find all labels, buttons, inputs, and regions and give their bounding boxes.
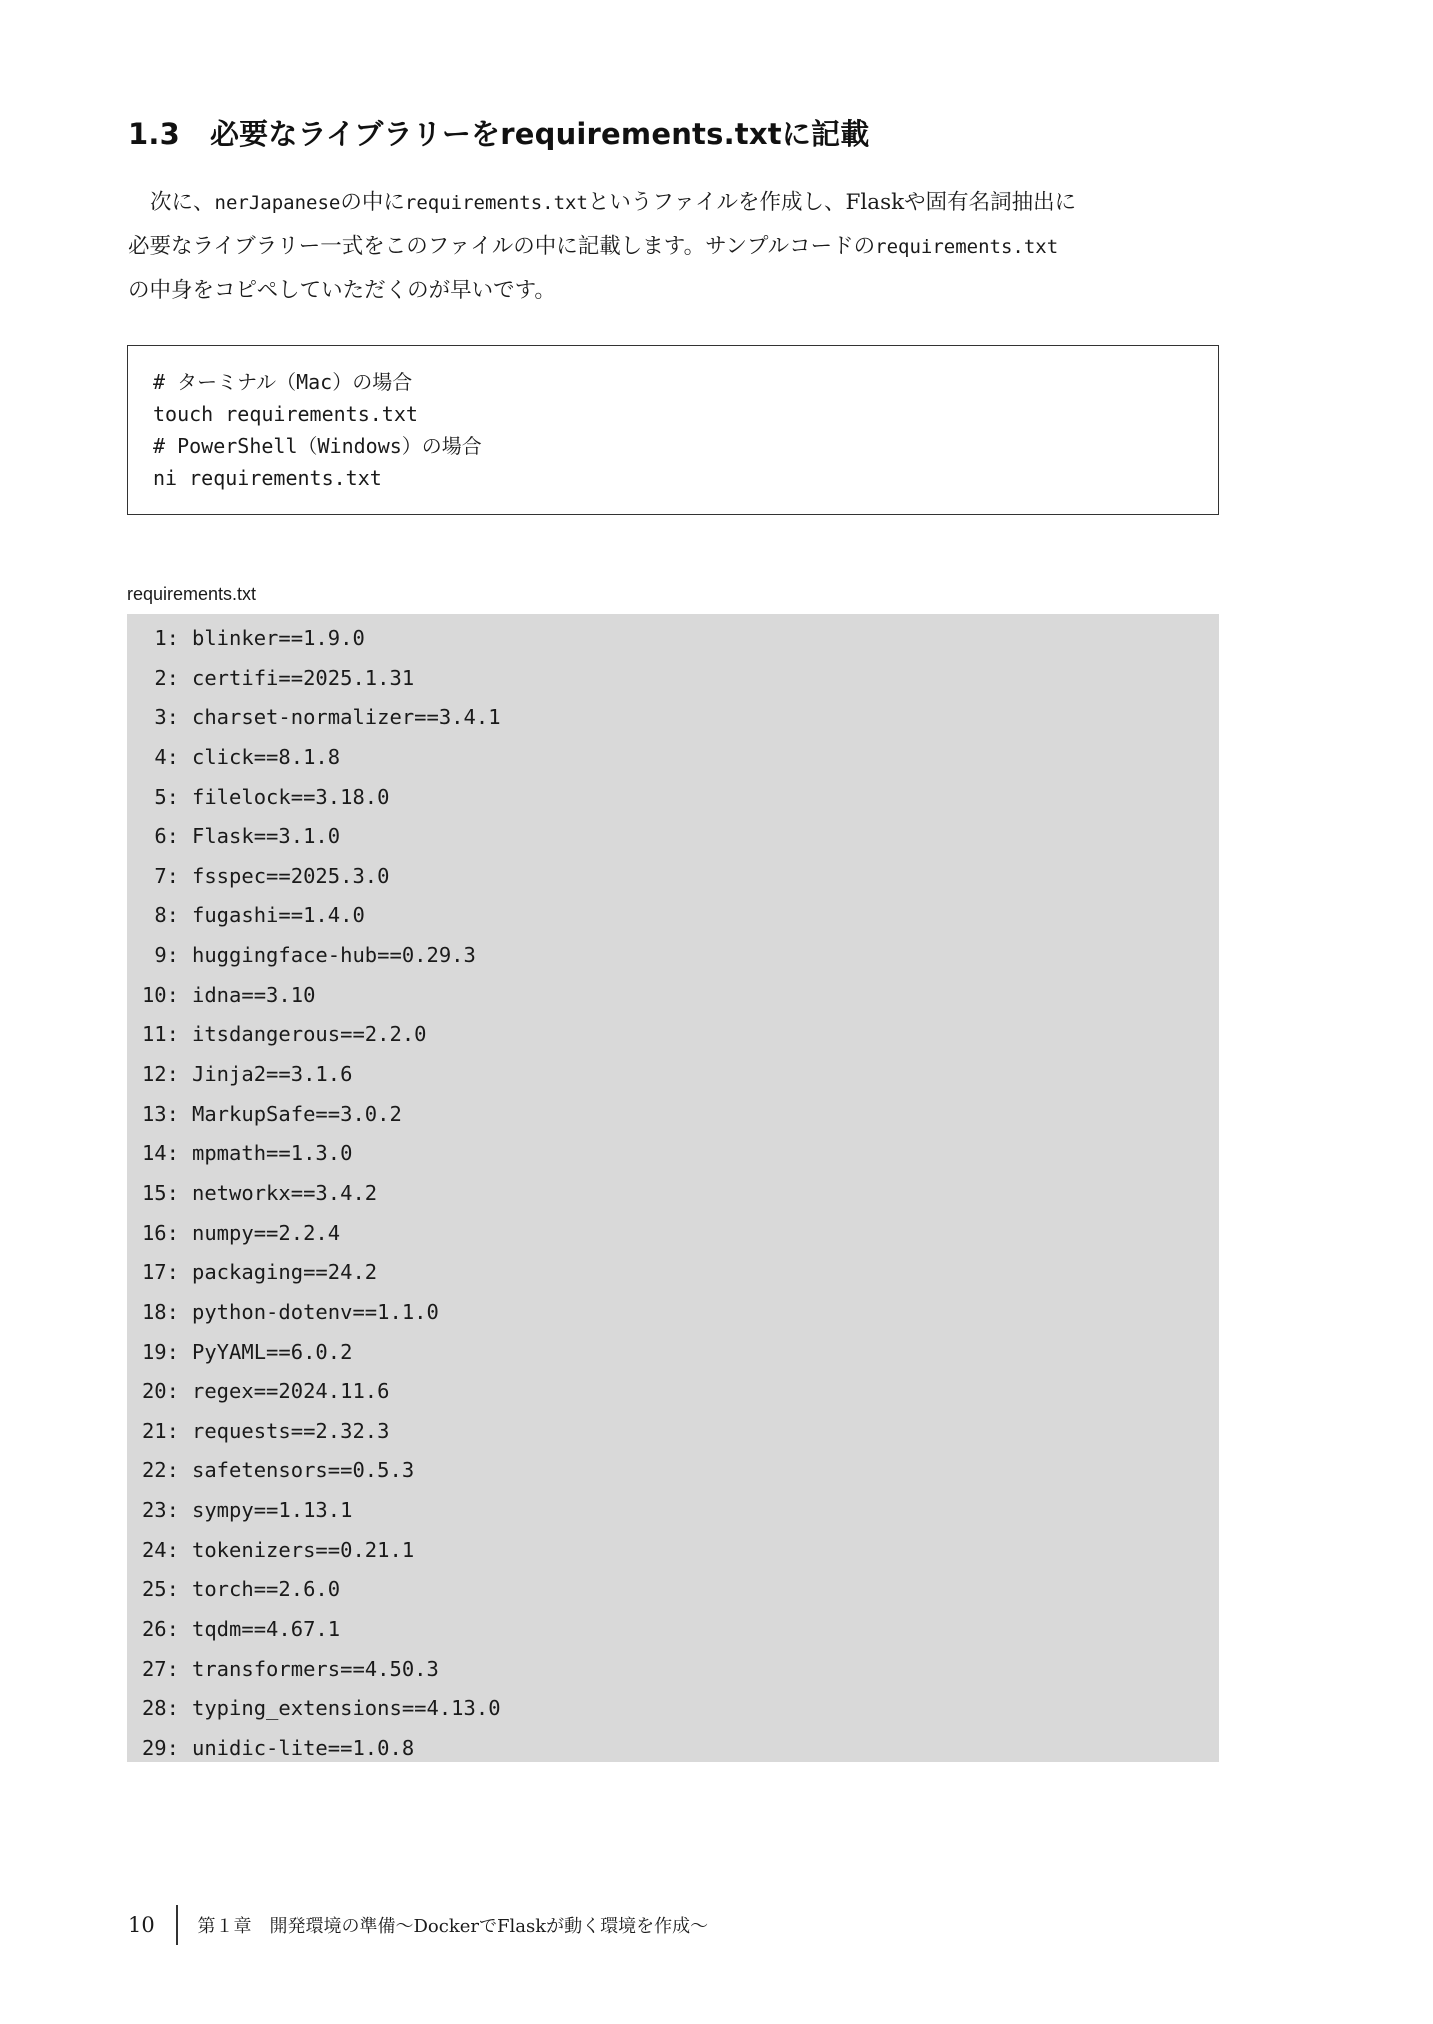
line-number: 24: — [141, 1537, 179, 1562]
code-text: mpmath==1.3.0 — [192, 1141, 353, 1166]
line-number: 27: — [141, 1656, 179, 1681]
line-number: 5: — [154, 784, 179, 809]
page-footer — [128, 1900, 708, 1950]
code-line — [127, 659, 1219, 699]
code-text: transformers==4.50.3 — [192, 1656, 439, 1681]
line-number: 1: — [154, 626, 179, 650]
section-number: 1.3 — [128, 117, 180, 151]
line-number: 29: — [141, 1735, 179, 1760]
code-line — [127, 976, 1219, 1016]
code-line — [127, 1095, 1219, 1135]
code-line — [127, 778, 1219, 818]
inline-code: requirements.txt — [404, 192, 588, 214]
page-number: 10 — [128, 1913, 155, 1937]
code-line — [127, 1055, 1219, 1095]
section-title: 必要なライブラリーをrequirements.txtに記載 — [209, 117, 870, 151]
code-line — [127, 738, 1219, 778]
line-number: 12: — [141, 1062, 179, 1087]
code-text: idna==3.10 — [192, 982, 316, 1007]
code-line — [127, 619, 1219, 659]
line-number: 21: — [141, 1418, 179, 1443]
line-number: 11: — [141, 1022, 179, 1047]
terminal-line: # PowerShell（Windows）の場合 — [153, 434, 482, 458]
line-number: 15: — [141, 1180, 179, 1205]
code-text: MarkupSafe==3.0.2 — [192, 1101, 402, 1126]
code-line — [127, 1610, 1219, 1650]
code-text: requests==2.32.3 — [192, 1418, 390, 1443]
code-text: python-dotenv==1.1.0 — [192, 1299, 439, 1324]
line-number: 20: — [141, 1379, 179, 1404]
code-text: PyYAML==6.0.2 — [192, 1339, 353, 1364]
code-text: tqdm==4.67.1 — [192, 1617, 341, 1642]
code-text: numpy==2.2.4 — [192, 1220, 341, 1245]
line-number: 13: — [141, 1101, 179, 1126]
inline-code: nerJapanese — [214, 192, 341, 214]
code-line — [127, 1689, 1219, 1729]
code-line — [127, 1134, 1219, 1174]
code-text: torch==2.6.0 — [192, 1577, 341, 1602]
code-line — [127, 1253, 1219, 1293]
code-line — [127, 1293, 1219, 1333]
code-line — [127, 1412, 1219, 1452]
code-text: safetensors==0.5.3 — [192, 1458, 415, 1483]
code-line — [127, 1015, 1219, 1055]
code-line — [127, 1650, 1219, 1690]
code-text: huggingface-hub==0.29.3 — [192, 943, 476, 968]
code-text: tokenizers==0.21.1 — [192, 1537, 415, 1562]
line-number: 16: — [141, 1220, 179, 1245]
code-text: networkx==3.4.2 — [192, 1180, 378, 1205]
code-text: sympy==1.13.1 — [192, 1498, 353, 1523]
inline-code: requirements.txt — [875, 236, 1059, 258]
line-number: 23: — [141, 1498, 179, 1523]
line-number: 14: — [141, 1141, 179, 1166]
code-line — [127, 817, 1219, 857]
code-text: blinker==1.9.0 — [192, 626, 365, 650]
code-text: Jinja2==3.1.6 — [192, 1062, 353, 1087]
line-number: 22: — [141, 1458, 179, 1483]
code-listing-caption: requirements.txt — [127, 584, 257, 604]
code-text: charset-normalizer==3.4.1 — [192, 705, 501, 730]
line-number: 19: — [141, 1339, 179, 1364]
code-line — [127, 1214, 1219, 1254]
terminal-line: ni requirements.txt — [153, 466, 382, 490]
section-heading — [128, 112, 869, 153]
code-line — [127, 1372, 1219, 1412]
paragraph-line-1 — [128, 181, 1228, 225]
line-number: 7: — [154, 863, 179, 888]
code-line — [127, 857, 1219, 897]
code-line — [127, 1333, 1219, 1373]
body-paragraph — [128, 181, 1228, 312]
code-line — [127, 1174, 1219, 1214]
code-line — [127, 1451, 1219, 1491]
line-number: 10: — [141, 982, 179, 1007]
line-number: 17: — [141, 1260, 179, 1285]
terminal-line: touch requirements.txt — [153, 402, 418, 426]
code-text: fsspec==2025.3.0 — [192, 863, 390, 888]
paragraph-text: 次に、 — [150, 190, 215, 215]
terminal-line: # ターミナル（Mac）の場合 — [153, 370, 413, 394]
code-line — [127, 936, 1219, 976]
code-line — [127, 1570, 1219, 1610]
line-number: 2: — [154, 665, 179, 690]
paragraph-text: というファイルを作成し、Flaskや固有名詞抽出に — [587, 190, 1077, 215]
code-text: fugashi==1.4.0 — [192, 903, 365, 928]
code-text: certifi==2025.1.31 — [192, 665, 415, 690]
code-line — [127, 1491, 1219, 1531]
line-number: 26: — [141, 1617, 179, 1642]
code-text: packaging==24.2 — [192, 1260, 378, 1285]
code-text: itsdangerous==2.2.0 — [192, 1022, 427, 1047]
paragraph-line-2 — [128, 225, 1228, 269]
code-text: filelock==3.18.0 — [192, 784, 390, 809]
paragraph-line-3: の中身をコピペしていただくのが早いです。 — [128, 278, 556, 303]
paragraph-text: 必要なライブラリー一式をこのファイルの中に記載します。サンプルコードの — [128, 234, 876, 259]
line-number: 3: — [154, 705, 179, 730]
line-number: 18: — [141, 1299, 179, 1324]
terminal-command-box — [127, 345, 1219, 515]
code-text: click==8.1.8 — [192, 744, 341, 769]
line-number: 4: — [154, 744, 179, 769]
code-line — [127, 698, 1219, 738]
paragraph-text: の中に — [340, 190, 405, 215]
line-number: 25: — [141, 1577, 179, 1602]
code-line — [127, 896, 1219, 936]
footer-divider — [176, 1905, 178, 1945]
code-line — [127, 1729, 1219, 1769]
code-text: typing_extensions==4.13.0 — [192, 1696, 501, 1721]
code-listing — [127, 614, 1219, 1762]
code-text: regex==2024.11.6 — [192, 1379, 390, 1404]
chapter-title: 第１章 開発環境の準備～DockerでFlaskが動く環境を作成～ — [197, 1916, 709, 1937]
code-text: Flask==3.1.0 — [192, 824, 341, 849]
line-number: 28: — [141, 1696, 179, 1721]
line-number: 6: — [154, 824, 179, 849]
code-text: unidic-lite==1.0.8 — [192, 1735, 415, 1760]
code-line — [127, 1531, 1219, 1571]
line-number: 9: — [154, 943, 179, 968]
line-number: 8: — [154, 903, 179, 928]
